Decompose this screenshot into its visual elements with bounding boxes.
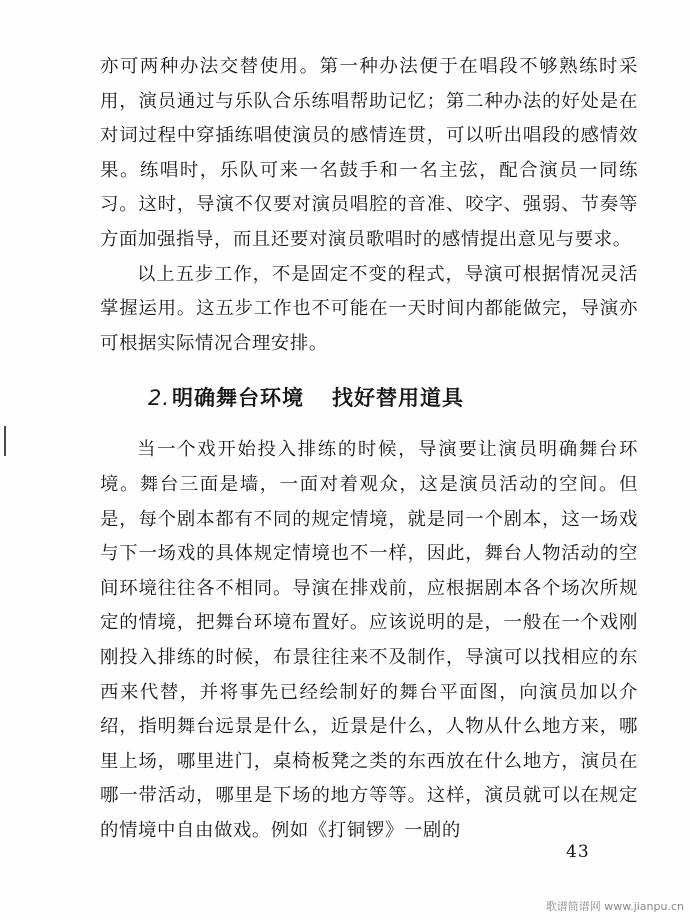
- page-body: [100, 50, 638, 848]
- site-watermark: 歌谱简谱网 www.jianpu.cn: [545, 900, 684, 913]
- section-number: 2.: [148, 386, 171, 411]
- section-title-part1: 明确舞台环境: [172, 386, 305, 411]
- paragraph-stage-environment: 当一个戏开始投入排练的时候，导演要让演员明确舞台环境。舞台三面是墙，一面对着观众，这是演员活动的空间。但是，每个剧本都有不同的规定情境，就是同一个剧本，这一场戏与下一场戏的具体规定情境也不一样，因此，舞台人物活动的空间环境往往各不相同。导演在排戏前，应根据剧本各个场次所规定的情境，把舞台环境布置好。应该说明的是，一般在一个戏刚刚投入排练的时候，布景往往来不及制作，导演可以找相应的东西来代替，并将事先已经绘制好的舞台平面图，向演员加以介绍，指明舞台远景是什么，近景是什么，人物从什么地方来，哪里上场，哪里进门，桌椅板凳之类的东西放在什么地方，演员在哪一带活动，哪里是下场的地方等等。这样，演员就可以在规定的情境中自由做戏。例如《打铜锣》一剧的: [100, 439, 638, 841]
- section-title-part2: 找好替用道具: [332, 386, 465, 411]
- paragraph-continued: 亦可两种办法交替使用。第一种办法便于在唱段不够熟练时采用，演员通过与乐队合乐练唱帮助记忆；第二种办法的好处是在对词过程中穿插练唱使演员的感情连贯，可以听出唱段的感情效果。练唱时，乐队可来一名鼓手和一名主弦，配合演员一同练习。这时，导演不仅要对演员唱腔的音准、咬字、强弱、节奏等方面加强指导，而且还要对演员歌唱时的感情提出意见与要求。: [100, 56, 638, 250]
- paragraph-five-steps: 以上五步工作，不是固定不变的程式，导演可根据情况灵活掌握运用。这五步工作也不可能在一天时间内都能做完，导演亦可根据实际情况合理安排。: [100, 263, 638, 354]
- section-heading: [100, 383, 638, 413]
- margin-mark: [4, 426, 6, 456]
- page-number: 43: [566, 842, 590, 862]
